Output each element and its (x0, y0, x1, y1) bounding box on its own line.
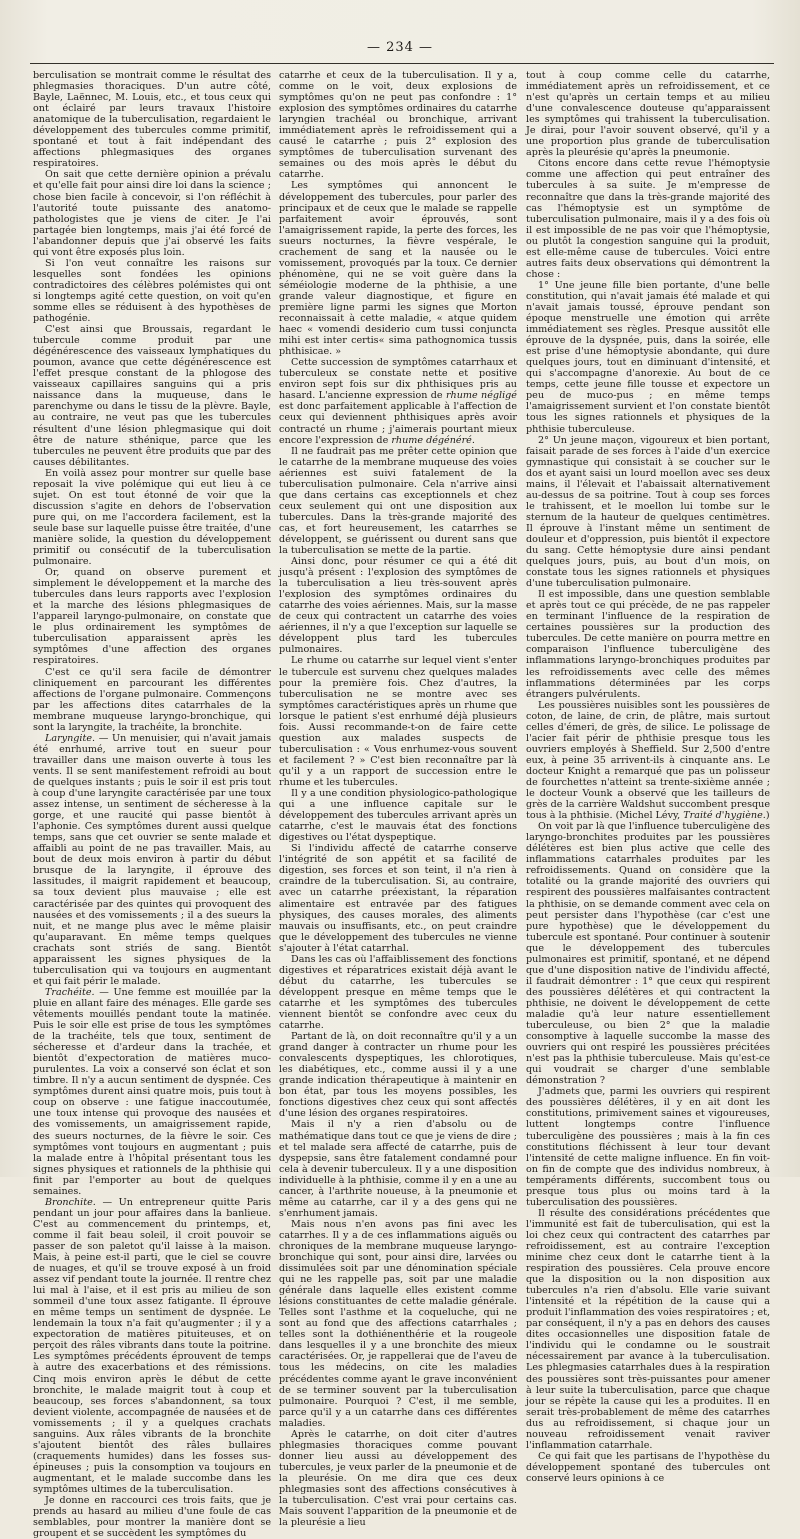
paragraph: Ce qui fait que les partisans de l'hypothèse du développement spontané des tubercules ont conservé leurs opinions à ce (526, 1450, 770, 1484)
paragraph: On voit par là que l'influence tuberculigène des laryngo-bronchites produites par les poussières délétères est bien plus active que celle des inflammations catarrhales produites par les refroidissements. Quand on considère que la totalité ou la grande majorité des ouvriers qui respirent des poussières malfaisantes contractent la phthisie, on se demande comment avec cela on peut persister dans l'hypothèse (car c'est une pure hypothèse) que le développement du tubercule est spontané. Pour continuer à soutenir que le développement des tubercules pulmonaires est primitif, spontané, et ne dépend que d'une disposition native de l'individu affecté, il faudrait démontrer : 1° que ceux qui respirent des poussières délétères et qui contractent la phthisie, ne doivent le développement de cette maladie qu'à leur nature essentiellement tuberculeuse, ou bien 2° que la maladie consomptive à laquelle succombe la masse des ouvriers qui ont respiré les poussières précitées n'est pas la phthisie tuberculeuse. Mais qu'est-ce qui voudrait se charger d'une semblable démonstration ? (526, 821, 770, 1087)
paragraph: Il y a une condition physiologico-pathologique qui a une influence capitale sur le développement des tubercules arrivant après un catarrhe, c'est le mauvais état des fonctions digestives ou l'état dyspeptique. (279, 788, 517, 844)
paragraph: Citons encore dans cette revue l'hémoptysie comme une affection qui peut entraîner des tubercules à sa suite. Je m'empresse de reconnaître que dans la très-grande majorité des cas l'hémoptysie est un symptôme de tuberculisation pulmonaire, mais il y a des fois où il est impossible de ne pas voir que l'hémoptysie, ou plutôt la congestion sanguine qui la produit, est elle-même cause de tubercules. Voici entre autres faits deux observations qui démontrent la chose : (526, 158, 770, 280)
paragraph: Les poussières nuisibles sont les poussières de coton, de laine, de crin, de plâtre, mais surtout celles d'émeri, de grès, de silice. Le polissage de l'acier fait périr de phthisie presque tous les ouvriers employés à Sheffield. Sur 2,500 d'entre eux, à peine 35 arrivent-ils à cinquante ans. Le docteur Knight a remarqué que pas un polisseur de fourchettes n'atteint sa trente-sixième année ; le docteur Vounk a observé que les tailleurs de grès de la carrière Waldshut succombent presque tous à la phthisie. (Michel Lévy, Traité d'hygiène.) (526, 699, 770, 822)
column-left (33, 70, 271, 1539)
paragraph: Mais il n'y a rien d'absolu ou de mathématique dans tout ce que je viens de dire ; et tel malade sera affecté de catarrhe, puis de dyspepsie, sans être fatalement condamné pour cela à devenir tuberculeux. Il y a une disposition individuelle à la phthisie, comme il y en a une au cancer, à l'arthrite noueuse, à la pneumonie et même au catarrhe, car il y a des gens qui ne s'enrhument jamais. (279, 1119, 517, 1219)
paragraph: berculisation se montrait comme le résultat des phlegmasies thoraciques. D'un autre côté, Bayle, Laënnec, M. Louis, etc., et tous ceux qui ont éclairé par leurs travaux l'histoire anatomique de la tuberculisation, regardaient le développement des tubercules comme primitif, spontané et tout à fait indépendant des affections phlegmasiques des organes respiratoires. (33, 70, 271, 170)
header-rule (30, 63, 774, 64)
paragraph: catarrhe et ceux de la tuberculisation. Il y a, comme on le voit, deux explosions de symptômes qu'on ne peut pas confondre : 1° explosion des symptômes ordinaires du catarrhe laryngien trachéal ou bronchique, arrivant immédiatement après le refroidissement qui a causé le catarrhe ; puis 2° explosion des symptômes de tuberculisation survenant des semaines ou des mois après le début du catarrhe. (279, 70, 517, 181)
paragraph: Mais nous n'en avons pas fini avec les catarrhes. Il y a de ces inflammations aiguës ou chroniques de la membrane muqueuse laryngo-bronchique qui sont, pour ainsi dire, larvées ou dissimulées soit par une dénomination spéciale qui ne les rappelle pas, soit par une maladie générale dans laquelle elles existent comme lésions constituantes de cette maladie générale. Telles sont l'asthme et la coqueluche, qui ne sont au fond que des affections catarrhales ; telles sont la dothiénenthérie et la rougeole dans lesquelles il y a une bronchite des mieux caractérisées. Or, je rappellerai que de l'aveu de tous les médecins, on cite les maladies précédentes comme ayant le grave inconvénient de se terminer souvent par la tuberculisation pulmonaire. Pourquoi ? C'est, il me semble, parce qu'il y a un catarrhe dans ces différentes maladies. (279, 1218, 517, 1429)
column-middle (279, 70, 518, 1529)
paragraph: 1° Une jeune fille bien portante, d'une belle constitution, qui n'avait jamais été malade et qui n'avait jamais toussé, éprouve pendant son époque menstruelle une émotion qui arrête immédiatement ses règles. Presque aussitôt elle éprouve de la dyspnée, puis, dans la soirée, elle est prise d'une hémoptysie abondante, qui dure quelques jours, tout en diminuant d'intensité, et qui s'accompagne d'anorexie. Au bout de ce temps, cette jeune fille tousse et expectore un peu de muco-pus ; en même temps l'amaigrissement survient et l'on constate bientôt tous les signes rationnels et physiques de la phthisie tuberculeuse. (526, 279, 770, 435)
paragraph: Laryngite. — Un menuisier, qui n'avait jamais été enrhumé, arrive tout en sueur pour travailler dans une maison ouverte à tous les vents. Il se sent manifestement refroidi au bout de quelques instants ; puis le soir il est pris tout à coup d'une laryngite caractérisée par une toux assez intense, un sentiment de sécheresse à la gorge, et une raucité qui passe bientôt à l'aphonie. Ces symptômes durent aussi quelque temps, sans que cet ouvrier se sente malade et affaibli au point de ne pas travailler. Mais, au bout de deux mois environ à partir du début brusque de la laryngite, il éprouve des lassitudes, il maigrit rapidement et beaucoup, sa toux devient plus mauvaise ; elle est caractérisée par des quintes qui provoquent des nausées et des vomissements ; il a des sueurs la nuit, et ne mange plus avec le même plaisir qu'auparavant. En même temps quelques crachats sont striés de sang. Bientôt apparaissent les signes physiques de la tuberculisation qui va toujours en augmentant et qui fait périr le malade. (33, 732, 271, 987)
paragraph: Je donne en raccourci ces trois faits, que je prends au hasard au milieu d'une foule de cas semblables, pour montrer la manière dont se groupent et se succèdent les symptômes du (33, 1495, 271, 1539)
paragraph: Dans les cas où l'affaiblissement des fonctions digestives et réparatrices existait déjà avant le début du catarrhe, les tubercules se développent presque en même temps que le catarrhe et les symptômes des tubercules viennent bientôt se confondre avec ceux du catarrhe. (279, 953, 517, 1032)
paragraph: Or, quand on observe purement et simplement le développement et la marche des tubercules dans leurs rapports avec l'explosion et la marche des lésions phlegmasiques de l'appareil laryngo-pulmonaire, on constate que le plus ordinairement les symptômes de tuberculisation apparaissent après les symptômes d'une affection des organes respiratoires. (33, 567, 271, 667)
paragraph: Si l'individu affecté de catarrhe conserve l'intégrité de son appétit et sa facilité de digestion, ses forces et son teint, il n'a rien à craindre de la tuberculisation. Si, au contraire, avec un catarrhe préexistant, la réparation alimentaire est entravée par des fatigues physiques, des causes morales, des aliments mauvais ou insuffisants, etc., on peut craindre que le développement des tubercules ne vienne s'ajouter à l'état catarrhal. (279, 843, 517, 954)
paragraph: Bronchite. — Un entrepreneur quitte Paris pendant un jour pour affaires dans la banlieue. C'est au commencement du printemps, et, comme il fait beau soleil, il croit pouvoir se passer de son paletot qu'il laisse à la maison. Mais, à peine est-il parti, que le ciel se couvre de nuages, et qu'il se trouve exposé à un froid assez vif pendant toute la journée. Il rentre chez lui mal à l'aise, et il est pris au milieu de son sommeil d'une toux assez fatigante. Il éprouve en même temps un sentiment de dyspnée. Le lendemain la toux n'a fait qu'augmenter ; il y a expectoration de matières pituiteuses, et on perçoit des râles vibrants dans toute la poitrine. Les symptômes précédents éprouvent de temps à autre des exacerbations et des rémissions. Cinq mois environ après le début de cette bronchite, le malade maigrit tout à coup et beaucoup, ses forces s'abandonnent, sa toux devient violente, accompagnée de nausées et de vomissements ; il y a quelques crachats sanguins. Aux râles vibrants de la bronchite s'ajoutent bientôt des râles bullaires (craquements humides) dans les fosses sus-épineuses ; puis la consomption va toujours en augmentant, et le malade succombe dans les symptômes ultimes de la tuberculisation. (33, 1196, 271, 1495)
paragraph: J'admets que, parmi les ouvriers qui respirent des poussières délétères, il y en ait dont les constitutions, primivement saines et vigoureuses, luttent longtemps contre l'influence tuberculigène des poussières ; mais à la fin ces constitutions fléchissent à leur tour devant l'intensité de cette maligne influence. En fin voit-on fin de compte que des individus nombreux, à tempéraments différents, succombent tous ou presque tous plus ou moins tard à la tuberculisation des poussières. (526, 1086, 770, 1208)
paragraph: Il est impossible, dans une question semblable et après tout ce qui précède, de ne pas rappeler en terminant l'influence de la respiration de certaines poussières sur la production des tubercules. De cette manière on pourra mettre en comparaison l'influence tuberculigène des inflammations laryngo-bronchiques produites par les refroidissements avec celle des mêmes inflammations déterminées par les corps étrangers pulvérulents. (526, 589, 770, 700)
paragraph: Le rhume ou catarrhe sur lequel vient s'enter le tubercule est survenu chez quelques malades pour la première fois. Chez d'autres, la tuberculisation ne se montre avec ses symptômes caractéristiques après un rhume que lorsque le patient s'est enrhumé déjà plusieurs fois. Aussi recommande-t-on de faire cette question aux malades suspects de tuberculisation : « Vous enrhumez-vous souvent et facilement ? » C'est bien reconnaître par là qu'il y a un rapport de succession entre le rhume et les tubercules. (279, 655, 518, 788)
paragraph: Ainsi donc, pour résumer ce qui a été dit jusqu'à présent : l'explosion des symptômes de la tuberculisation a lieu très-souvent après l'explosion des symptômes ordinaires du catarrhe des voies aériennes. Mais, sur la masse de ceux qui contractent un catarrhe des voies aériennes, il n'y a que l'exception sur laquelle se développent plus tard les tubercules pulmonaires. (279, 556, 517, 656)
paragraph: Il résulte des considérations précédentes que l'immunité est fait de tuberculisation, qui est la loi chez ceux qui contractent des catarrhes par refroidissement, est au contraire l'exception minime chez ceux dont le catarrhe tient à la respiration des poussières. Cela prouve encore que la disposition ou la non disposition aux tubercules n'a rien d'absolu. Elle varie suivant l'intensité et la répétition de la cause qui a produit l'inflammation des voies respiratoires ; et, par conséquent, il n'y a pas en dehors des causes dites occasionnelles une disposition fatale de l'individu qui le condamne ou le soustrait nécessairement par avance à la tuberculisation. Les phlegmasies catarrhales dues à la respiration des poussières sont très-puissantes pour amener à leur suite la tuberculisation, parce que chaque jour se répète la cause qui les a produites. Il en serait très-probablement de même des catarrhes dus au refroidissement, si chaque jour un nouveau refroidissement venait raviver l'inflammation catarrhale. (526, 1207, 770, 1451)
paragraph: Si l'on veut connaître les raisons sur lesquelles sont fondées les opinions contradictoires des célèbres polémistes qui ont si longtemps agité cette question, on voit qu'en somme elles se réduisent à des hypothèses de pathogénie. (33, 257, 271, 325)
paragraph: Trachéite. — Une femme est mouillée par la pluie en allant faire des ménages. Elle garde ses vêtements mouillés pendant toute la matinée. Puis le soir elle est prise de tous les symptômes de la trachéite, tels que toux, sentiment de sécheresse et d'ardeur dans la trachée, et bientôt d'expectoration de matières muco-purulentes. La voix a conservé son éclat et son timbre. Il n'y a aucun sentiment de dyspnée. Ces symptômes durent ainsi quatre mois, puis tout à coup on observe : une fatigue inaccoutumée, une toux intense qui provoque des nausées et des vomissements, un amaigrissement rapide, des sueurs nocturnes, de la fièvre le soir. Ces symptômes vont toujours en augmentant ; puis la malade entre à l'hôpital présentant tous les signes physiques et rationnels de la phthisie qui finit par l'emporter au bout de quelques semaines. (33, 986, 271, 1197)
column-right (526, 70, 770, 1484)
paragraph: C'est ce qu'il sera facile de démontrer cliniquement en parcourant les différentes affections de l'organe pulmonaire. Commençons par les affections dites catarrhales de la membrane muqueuse laryngo-bronchique, qui sont la laryngite, la trachéite, la bronchite. (33, 666, 271, 733)
paragraph: C'est ainsi que Broussais, regardant le tubercule comme produit par une dégénérescence des vaisseaux lymphatiques du poumon, avance que cette dégénérescence est l'effet presque constant de la phlogose des vaisseaux capillaires sanguins qui a pris naissance dans la muqueuse, dans le parenchyme ou dans le tissu de la plèvre. Bayle, au contraire, ne veut pas que les tubercules résultent d'une lésion phlegmasique qui doit être de nature sthénique, parce que les tubercules ne peuvent être produits que par des causes débilitantes. (33, 324, 271, 468)
paragraph: En voilà assez pour montrer sur quelle base reposait la vive polémique qui eut lieu à ce sujet. On est tout étonné de voir que la discussion s'agite en dehors de l'observation pure qui, on me l'accordera facilement, est la seule base sur laquelle puisse être traitée, d'une manière solide, la question du développement primitif ou consécutif de la tuberculisation pulmonaire. (33, 467, 271, 568)
paragraph: Les symptômes qui annoncent le développement des tubercules, pour parler des principaux et de ceux que le malade se rappelle parfaitement avoir éprouvés, sont l'amaigrissement rapide, la perte des forces, les sueurs nocturnes, la fièvre vespérale, le crachement de sang et la nausée ou le vomissement, provoqués par la toux. Ce dernier phénomène, qui ne se voit guère dans la séméiologie moderne de la phthisie, a une grande valeur diagnostique, et figure en première ligne parmi les signes que Morton reconnaissait à cette maladie, « atque quidem haec « vomendi desiderio cum tussi conjuncta mihi est inter certis« sima pathognomica tussis phthisicae. » (279, 180, 517, 358)
paragraph: On sait que cette dernière opinion a prévalu et qu'elle fait pour ainsi dire loi dans la science ; chose bien facile à concevoir, si l'on réfléchit à l'autorité toute puissante des anatomo-pathologistes que je viens de citer. Je l'ai partagée bien longtemps, mais j'ai été forcé de l'abandonner depuis que j'ai observé les faits qui vont être exposés plus loin. (33, 169, 271, 258)
paragraph: Il ne faudrait pas me prêter cette opinion que le catarrhe de la membrane muqueuse des voies aériennes est suivi fatalement de la tuberculisation pulmonaire. Cela n'arrive ainsi que dans certains cas exceptionnels et chez ceux seulement qui ont une disposition aux tubercules. Dans la très-grande majorité des cas, et fort heureusement, les catarrhes se développent, se guérissent ou durent sans que la tuberculisation se mette de la partie. (279, 445, 517, 557)
paragraph: Après le catarrhe, on doit citer d'autres phlegmasies thoraciques comme pouvant donner lieu aussi au développement des tubercules, je veux parler de la pneumonie et de la pleurésie. On me dira que ces deux phlegmasies sont des affections consécutives à la tuberculisation. C'est vrai pour certains cas. Mais souvent l'apparition de la pneumonie et de la pleurésie a lieu (279, 1428, 517, 1529)
paragraph: Partant de là, on doit reconnaître qu'il y a un grand danger à contracter un rhume pour les convalescents dyspeptiques, les chlorotiques, les diabétiques, etc., comme aussi il y a une grande indication thérapeutique à maintenir en bon état, par tous les moyens possibles, les fonctions digestives chez ceux qui sont affectés d'une lésion des organes respiratoires. (279, 1031, 517, 1120)
page-number-header: — 234 — (366, 40, 434, 55)
paragraph: tout à coup comme celle du catarrhe, immédiatement après un refroidissement, et ce n'est qu'après un certain temps et au milieu d'une convalescence douteuse qu'apparaissent les symptômes qui trahissent la tuberculisation. Je dirai, pour l'avoir souvent observé, qu'il y a une proportion plus grande de tuberculisation après la pleurésie qu'après la pneumonie. (526, 70, 770, 159)
paragraph: Cette succession de symptômes catarrhaux et tuberculeux se constate nette et positive environ sept fois sur dix phthisiques pris au hasard. L'ancienne expression de rhume négligé est donc parfaitement applicable à l'affection de ceux qui deviennent phthisiques après avoir contracté un rhume ; j'aimerais pourtant mieux encore l'expression de rhume dégénéré. (279, 357, 517, 446)
paragraph: 2° Un jeune maçon, vigoureux et bien portant, faisait parade de ses forces à l'aide d'un exercice gymnastique qui consistait à se coucher sur le dos et ayant saisi un lourd moellon avec ses deux mains, il l'élevait et l'abaissait alternativement au-dessus de sa poitrine. Tout à coup ses forces le trahissent, et le moellon lui tombe sur le sternum de la hauteur de quelques centimètres. Il éprouve à l'instant même un sentiment de douleur et d'oppression, puis bientôt il expectore du sang. Cette hémoptysie dure ainsi pendant quelques jours, puis, au bout d'un mois, on constate tous les signes rationnels et physiques d'une tuberculisation pulmonaire. (526, 434, 770, 590)
